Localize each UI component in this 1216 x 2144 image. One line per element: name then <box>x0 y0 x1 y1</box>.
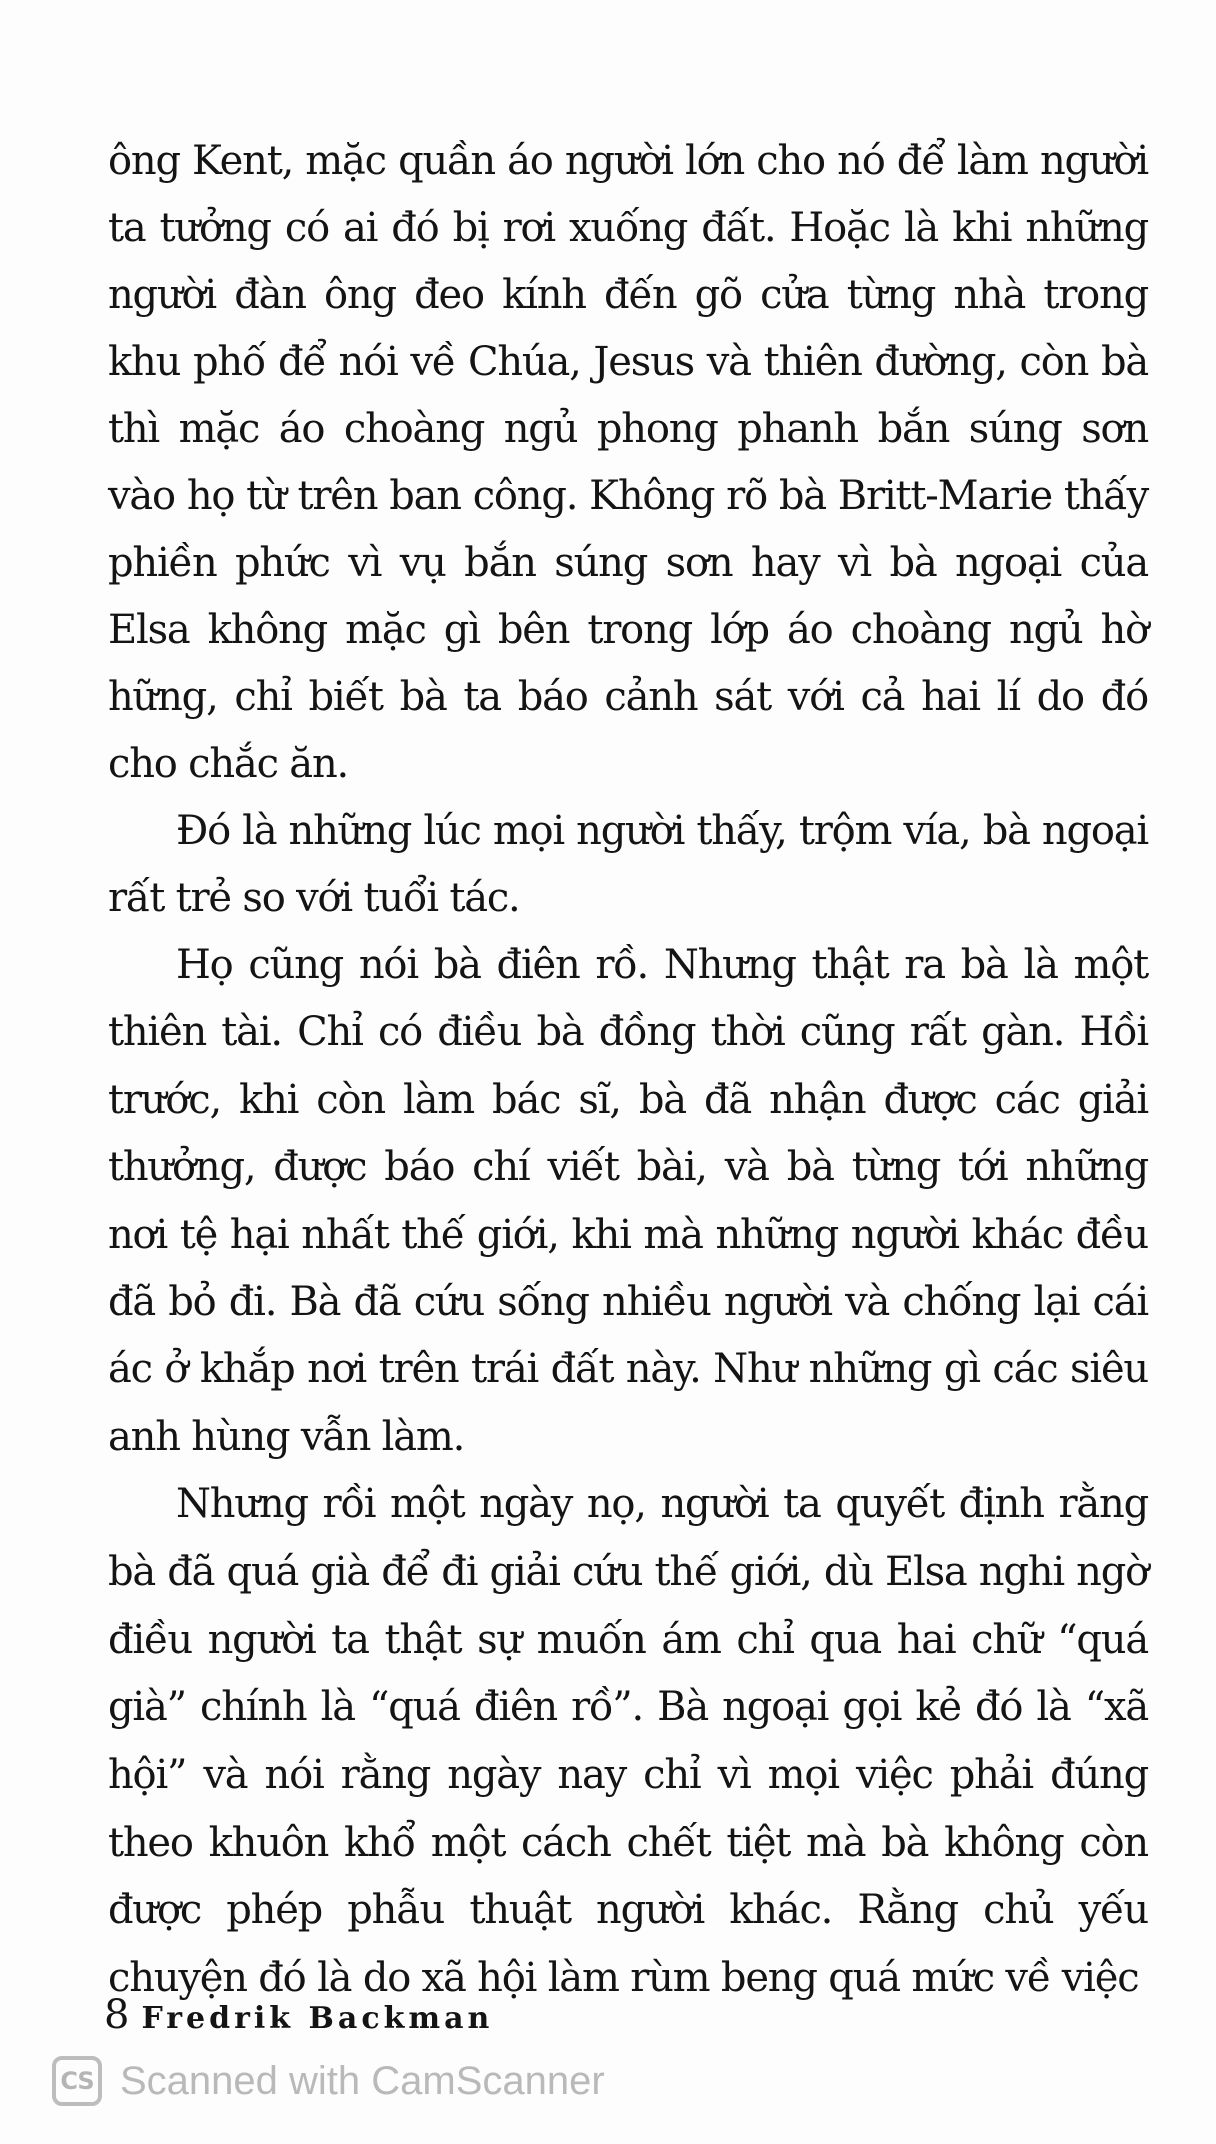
paragraph-4: Nhưng rồi một ngày nọ, người ta quyết định rằng bà đã quá già để đi giải cứu thế giới, dù Elsa nghi ngờ điều người ta thật sự muốn ám chỉ qua hai chữ “quá già” chính là “quá điên rồ”. Bà ngoại gọi kẻ đó là “xã hội” và nói rằng ngày nay chỉ vì mọi việc phải đúng theo khuôn khổ một cách chết tiệt mà bà không còn được phép phẫu thuật người khác. Rằng chủ yếu chuyện đó là do xã hội làm rùm beng quá mức về việc <box>108 1481 1148 2002</box>
paragraph-3: Họ cũng nói bà điên rồ. Nhưng thật ra bà là một thiên tài. Chỉ có điều bà đồng thời cũng rất gàn. Hồi trước, khi còn làm bác sĩ, bà đã nhận được các giải thưởng, được báo chí viết bài, và bà từng tới những nơi tệ hại nhất thế giới, khi mà những người khác đều đã bỏ đi. Bà đã cứu sống nhiều người và chống lại cái ác ở khắp nơi trên trái đất này. Như những gì các siêu anh hùng vẫn làm. <box>108 942 1148 1460</box>
author-name: Fredrik Backman <box>141 2001 494 2036</box>
watermark-text: Scanned with CamScanner <box>120 2058 605 2103</box>
page-footer <box>104 1992 493 2038</box>
paragraph-1: ông Kent, mặc quần áo người lớn cho nó để làm người ta tưởng có ai đó bị rơi xuống đất. Hoặc là khi những người đàn ông đeo kính đến gõ cửa từng nhà trong khu phố để nói về Chúa, Jesus và thiên đường, còn bà thì mặc áo choàng ngủ phong phanh bắn súng sơn vào họ từ trên ban công. Không rõ bà Britt-Marie thấy phiền phức vì vụ bắn súng sơn hay vì bà ngoại của Elsa không mặc gì bên trong lớp áo choàng ngủ hờ hững, chỉ biết bà ta báo cảnh sát với cả hai lí do đó cho chắc ăn. <box>108 138 1148 787</box>
camscanner-logo-icon: CS <box>52 2056 102 2106</box>
scanner-watermark <box>52 2056 605 2106</box>
body-text <box>108 128 1148 2013</box>
paragraph-2: Đó là những lúc mọi người thấy, trộm vía, bà ngoại rất trẻ so với tuổi tác. <box>108 808 1148 921</box>
page-number: 8 <box>104 1992 130 2038</box>
